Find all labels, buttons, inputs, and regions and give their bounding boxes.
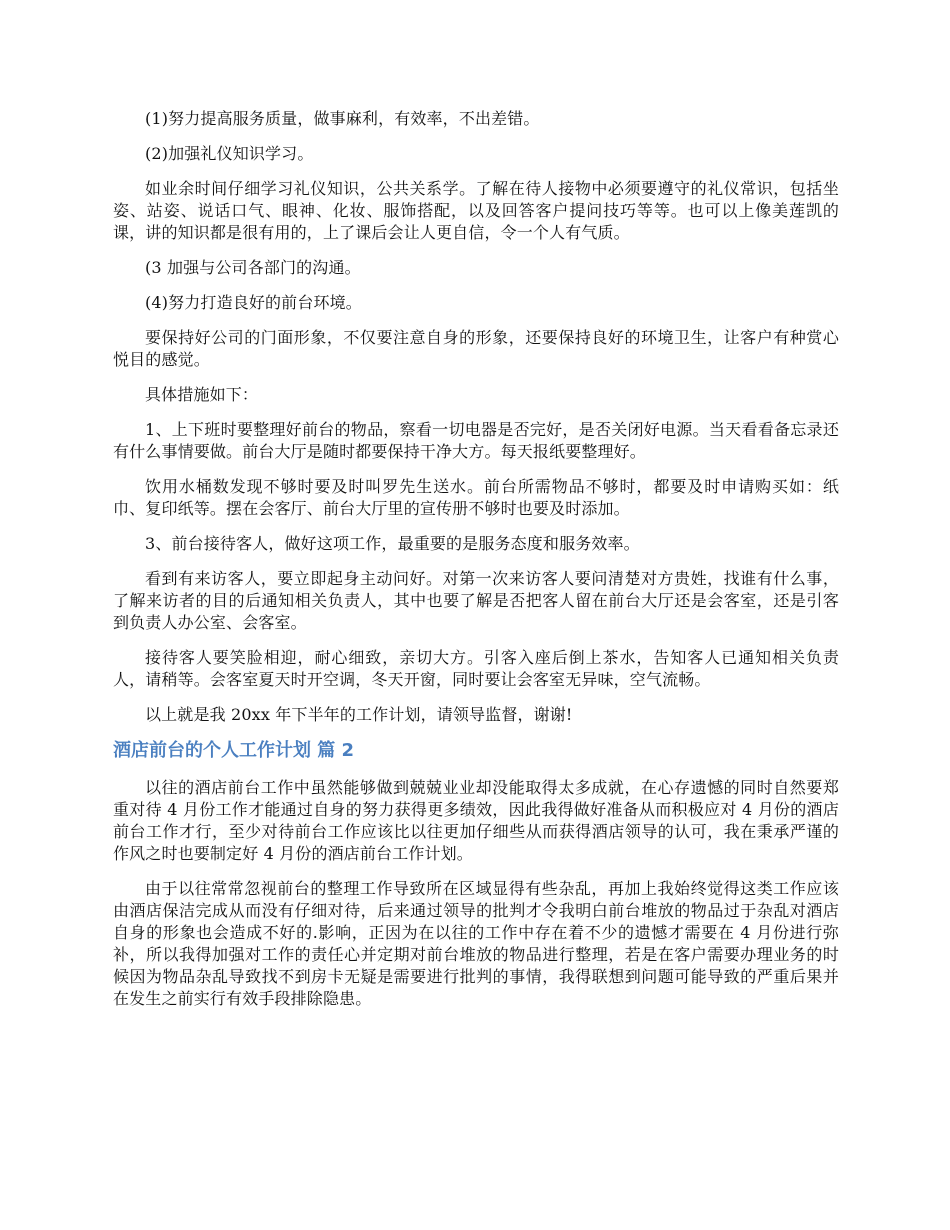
paragraph: (3 加强与公司各部门的沟通。 bbox=[145, 258, 361, 277]
paragraph: 看到有来访客人，要立即起身主动问好。对第一次来访客人要问清楚对方贵姓，找谁有什么事，了解来访者的目的后通知相关负责人，其中也要了解是否把客人留在前台大厅还是会客室，还是引客到负责人办公室、会客室。 bbox=[113, 569, 839, 632]
document-page bbox=[113, 108, 839, 1010]
paragraph: 1、上下班时要整理好前台的物品，察看一切电器是否完好，是否关闭好电源。当天看看备忘录还有什么事情要做。前台大厅是随时都要保持干净大方。每天报纸要整理好。 bbox=[113, 420, 839, 461]
paragraph: 如业余时间仔细学习礼仪知识，公共关系学。了解在待人接物中必须要遵守的礼仪常识，包括坐姿、站姿、说话口气、眼神、化妆、服饰搭配，以及回答客户提问技巧等等。也可以上像美莲凯的课，讲的知识都是很有用的，上了课后会让人更自信，令一个人有气质。 bbox=[113, 179, 839, 242]
paragraph: 以上就是我 20xx 年下半年的工作计划，请领导监督，谢谢! bbox=[145, 705, 573, 724]
paragraph: 以往的酒店前台工作中虽然能够做到兢兢业业却没能取得太多成就，在心存遗憾的同时自然要郑重对待 4 月份工作才能通过自身的努力获得更多绩效，因此我得做好准备从而积极应对 4 月份的酒店前台工作才行，至少对待前台工作应该比以往更加仔细些从而获得酒店领导的认可，我在秉承严谨的作风之时也要制定好 4 月份的酒店前台工作计划。 bbox=[113, 778, 839, 863]
section-heading: 酒店前台的个人工作计划 篇 2 bbox=[113, 740, 355, 761]
paragraph: (1)努力提高服务质量，做事麻利，有效率，不出差错。 bbox=[145, 109, 540, 128]
paragraph: (4)努力打造良好的前台环境。 bbox=[145, 293, 362, 312]
paragraph: (2)加强礼仪知识学习。 bbox=[145, 144, 314, 163]
paragraph: 由于以往常常忽视前台的整理工作导致所在区域显得有些杂乱，再加上我始终觉得这类工作应该由酒店保洁完成从而没有仔细对待，后来通过领导的批判才令我明白前台堆放的物品过于杂乱对酒店自身的形象也会造成不好的.影响，正因为在以往的工作中存在着不少的遗憾才需要在 4 月份进行弥补，所以我得加强对工作的责任心并定期对前台堆放的物品进行整理，若是在客户需要办理业务的时候因为物品杂乱导致找不到房卡无疑是需要进行批判的事情，我得联想到问题可能导致的严重后果并在发生之前实行有效手段排除隐患。 bbox=[113, 879, 839, 1008]
paragraph: 3、前台接待客人，做好这项工作，最重要的是服务态度和服务效率。 bbox=[145, 534, 640, 553]
paragraph: 具体措施如下： bbox=[145, 385, 259, 404]
paragraph: 饮用水桶数发现不够时要及时叫罗先生送水。前台所需物品不够时，都要及时申请购买如：纸巾、复印纸等。摆在会客厅、前台大厅里的宣传册不够时也要及时添加。 bbox=[113, 477, 839, 518]
paragraph: 要保持好公司的门面形象，不仅要注意自身的形象，还要保持良好的环境卫生，让客户有种赏心悦目的感觉。 bbox=[113, 328, 839, 369]
paragraph: 接待客人要笑脸相迎，耐心细致，亲切大方。引客入座后倒上茶水，告知客人已通知相关负责人，请稍等。会客室夏天时开空调，冬天开窗，同时要让会客室无异味，空气流畅。 bbox=[113, 648, 839, 689]
